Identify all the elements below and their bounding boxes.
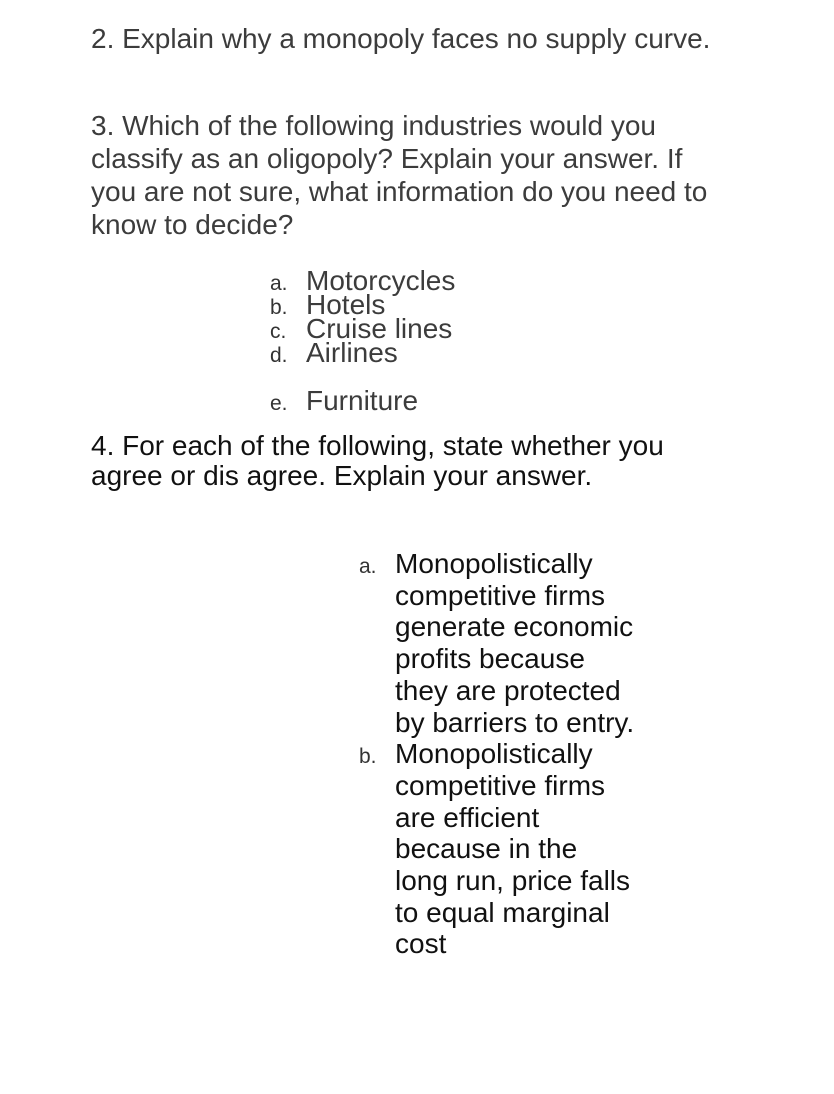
statement-a: Monopolistically competitive firms generate economic profits because they are protected by barriers to entry.: [395, 548, 635, 738]
list-item: [359, 738, 659, 960]
option-airlines: Airlines: [306, 337, 398, 368]
list-marker: c.: [270, 320, 287, 343]
option-furniture: Furniture: [306, 385, 419, 416]
question-3: 3. Which of the following industries would you classify as an oligopoly? Explain your answer. If you are not sure, what information do you need to know to decide?: [91, 110, 708, 240]
statement-b: Monopolistically competitive firms are efficient because in the long run, price falls to equal marginal cost: [395, 738, 631, 960]
list-marker: d.: [270, 344, 288, 367]
list-marker: a.: [359, 555, 377, 578]
list-item: [270, 386, 455, 416]
option-hotels: Hotels: [306, 289, 386, 320]
list-marker: e.: [270, 392, 288, 415]
question-3-options: [270, 266, 455, 416]
list-marker: b.: [270, 296, 288, 319]
option-motorcycles: Motorcycles: [306, 265, 456, 296]
list-marker: b.: [359, 745, 377, 769]
question-4-statements: [359, 548, 659, 960]
option-cruise-lines: Cruise lines: [306, 313, 453, 344]
list-item: [270, 313, 455, 344]
question-4: 4. For each of the following, state whether you agree or dis agree. Explain your answer.: [91, 430, 664, 491]
list-item: [359, 548, 659, 738]
list-marker: a.: [270, 272, 288, 295]
question-2: 2. Explain why a monopoly faces no supply curve.: [91, 23, 711, 54]
list-item: [270, 265, 456, 296]
